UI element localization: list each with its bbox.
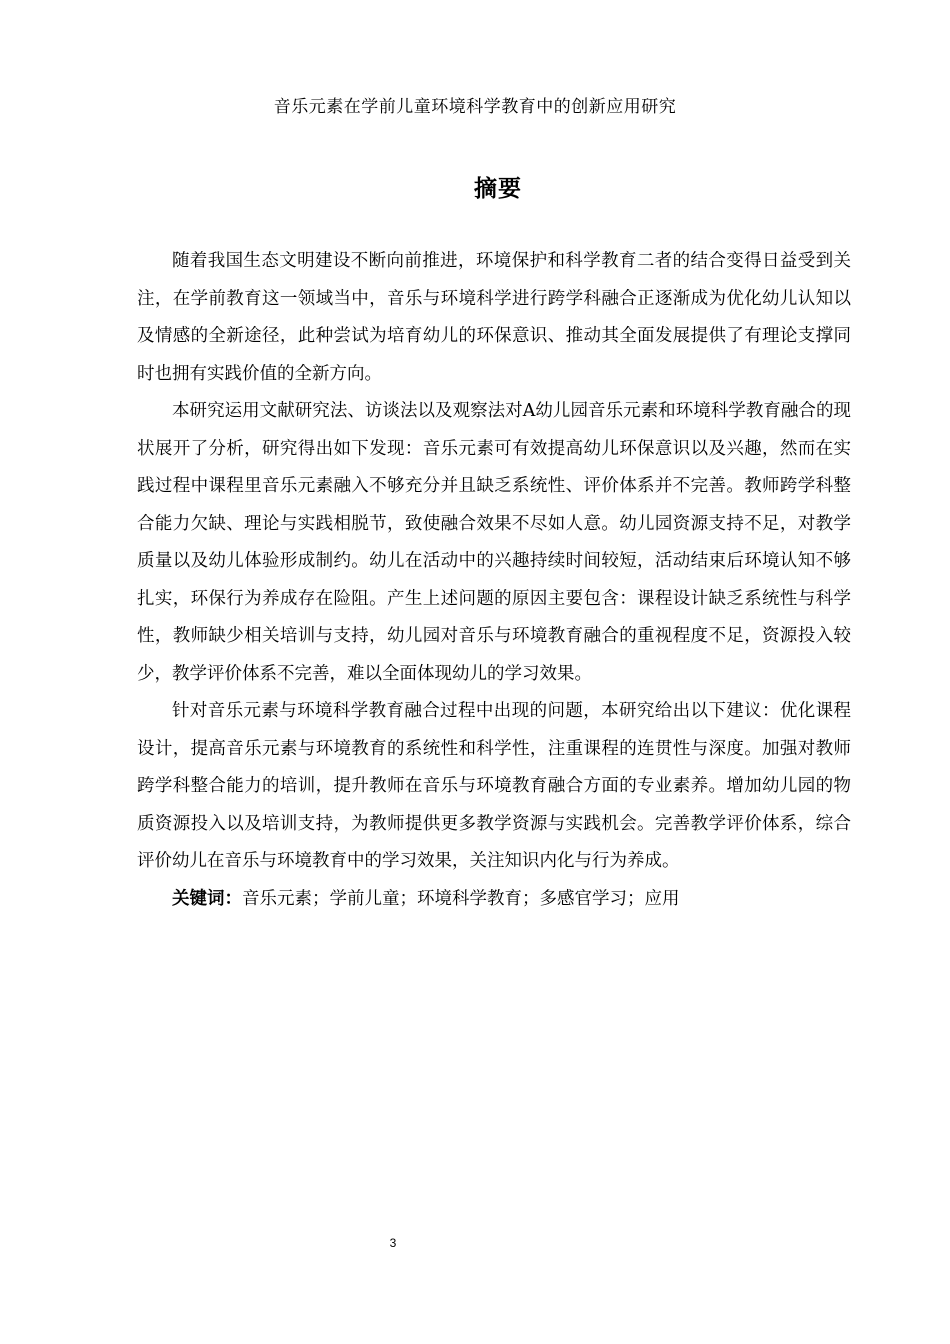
keywords-label: 关键词： <box>172 888 242 909</box>
keywords-text: 音乐元素；学前儿童；环境科学教育；多感官学习；应用 <box>242 888 680 909</box>
page-title: 摘要 <box>474 176 522 202</box>
abstract-paragraph: 针对音乐元素与环境科学教育融合过程中出现的问题，本研究给出以下建议：优化课程设计，提高音乐元素与环境教育的系统性和科学性，注重课程的连贯性与深度。加强对教师跨学科整合能力的培训，提升教师在音乐与环境教育融合方面的专业素养。增加幼儿园的物质资源投入以及培训支持，为教师提供更多教学资源与实践机会。完善教学评价体系，综合评价幼儿在音乐与环境教育中的学习效果，关注知识内化与行为养成。 <box>137 701 851 871</box>
running-header: 音乐元素在学前儿童环境科学教育中的创新应用研究 <box>273 97 677 117</box>
keywords-line <box>137 881 851 919</box>
abstract-paragraph: 随着我国生态文明建设不断向前推进，环境保护和科学教育二者的结合变得日益受到关注，在学前教育这一领域当中，音乐与环境科学进行跨学科融合正逐渐成为优化幼儿认知以及情感的全新途径，此种尝试为培育幼儿的环保意识、推动其全面发展提供了有理论支撑同时也拥有实践价值的全新方向。 <box>137 251 851 384</box>
abstract-body <box>137 243 851 918</box>
abstract-paragraph: 本研究运用文献研究法、访谈法以及观察法对A幼儿园音乐元素和环境科学教育融合的现状展开了分析，研究得出如下发现：音乐元素可有效提高幼儿环保意识以及兴趣，然而在实践过程中课程里音乐元素融入不够充分并且缺乏系统性、评价体系并不完善。教师跨学科整合能力欠缺、理论与实践相脱节，致使融合效果不尽如人意。幼儿园资源支持不足，对教学质量以及幼儿体验形成制约。幼儿在活动中的兴趣持续时间较短，活动结束后环境认知不够扎实，环保行为养成存在险阻。产生上述问题的原因主要包含：课程设计缺乏系统性与科学性，教师缺少相关培训与支持，幼儿园对音乐与环境教育融合的重视程度不足，资源投入较少，教学评价体系不完善，难以全面体现幼儿的学习效果。 <box>137 401 851 684</box>
page-number: 3 <box>389 1236 397 1250</box>
